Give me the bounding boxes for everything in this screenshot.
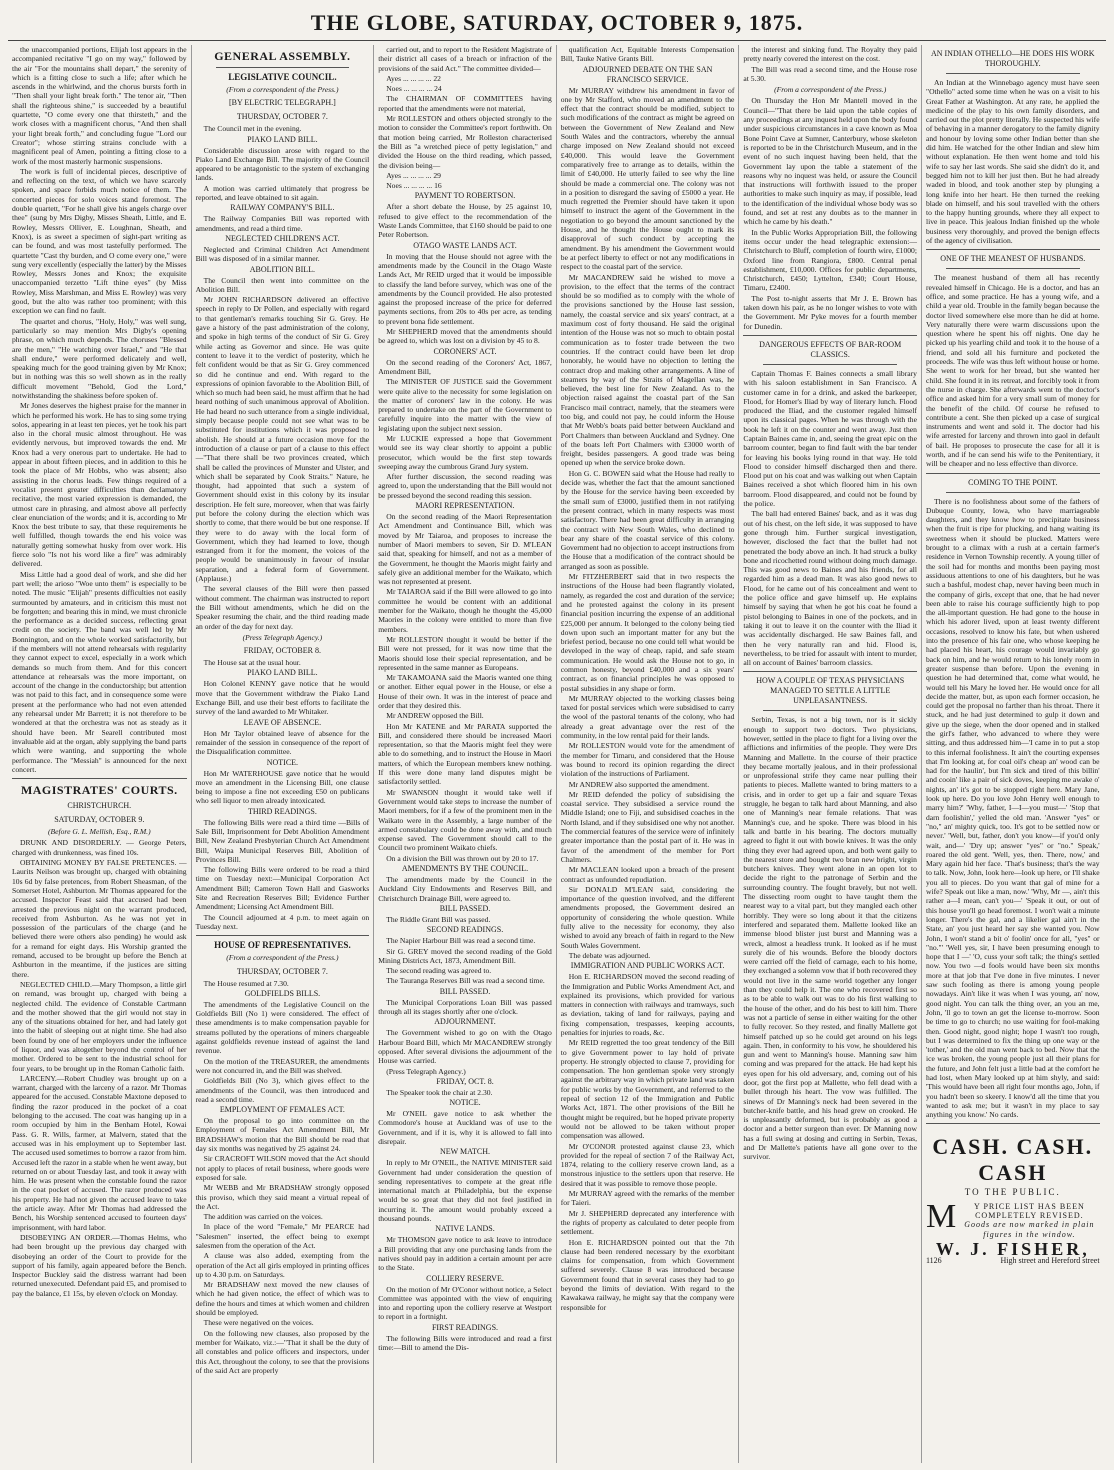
paragraph: The Railway Companies Bill was reported with amendments, and read a third time. (195, 214, 370, 233)
paragraph: The work is full of incidental pieces, descriptive of and reflecting on the text, of which we have scarcely spoken, and space forbids much notice of them. The concerted pieces for solo voices stand foremost. The double quartett, "For he shall give his angels charge over thee" (sung by Mrs Digby, Misses Sheath, Little, and E. Rowley, Messrs Olliver, E. Loughnan, Sheath, and Knox), is as sweet a specimen of sight-part writing as can be found, and was most tastefully performed. The quartette "Cast thy burden, and O come every one," were sung very excellently (especially the latter) by the Misses Rowley, Messrs Jones and Knox; the exquisite unaccompanied terzetto "Lift thine eyes" (by Miss Rowley, Miss Marshman, and Miss E. Rowley) was very good, but the alto was rather too prominent; with this exception we can find no fault. (12, 166, 187, 316)
paragraph: Mr O'CONOR protested against clause 23, which provided for the repeal of section 7 of the Railway Act, 1874, relating to the colliery reserve crown land, as a monstrous injustice to the settlers upon that reserve. He desired that it was possible to remove those people. (560, 1141, 735, 1188)
paragraph: FIRST READINGS. (431, 1322, 499, 1332)
paragraph: Mr TAIAROA said if the Bill were allowed to go into committee he would be content with an additional member for the Waikato, though he thought the 45,000 Maories in the colony were entitled to more than five members. (378, 587, 552, 634)
court-reports (12, 838, 187, 1298)
paragraph: GOLDFIELDS BILLS. (244, 988, 321, 998)
paragraph: OTAGO WASTE LANDS ACT. (413, 240, 517, 250)
paragraph: The Napier Harbour Bill was read a second time. (386, 936, 536, 946)
paragraph: A motion was carried ultimately that progress be reported, and leave obtained to sit again. (195, 183, 370, 203)
paragraph: Hon E. RICHARDSON moved the second reading of the Immigration and Public Works Amendment Act, and explained its provisions, which provided for various matters in connection with railways and tramways, such as deviation, taking of land for railways, paying and fixing compensation, trespasses, keeping accounts, penalties for injuries to roads, &c. (560, 972, 735, 1037)
texas-story (743, 715, 917, 1161)
paragraph: IMMIGRATION AND PUBLIC WORKS ACT. (570, 961, 725, 971)
paragraph: The MINISTER OF JUSTICE said the Government were quite alive to the necessity for some legislation on the matter of coroners' law in the colony. He was prepared to undertake on the part of the Government to carefully inquire into the matter with the view of legislating upon the subject next session. (378, 377, 552, 433)
divider (946, 268, 1080, 269)
paragraph: Mr REID defended the policy of subsidising the coastal service. They subsidised a service round the Middle Island; one to Fiji, and subsidised coaches in the North Island, and if they subsidised one why not another. The commercial features of the service were of infinitely greater importance than the postal part of it. He was in favor of the amendment of the member for Port Chalmers. (560, 789, 735, 864)
column-2 (191, 45, 374, 1463)
paragraph: Mr LUCKIE expressed a hope that Government would see its way clear shortly to appoint a public prosecutor, which would be the first step towards sweeping away the cumbrous Grand Jury system. (378, 433, 552, 471)
point-heading: COMING TO THE POINT. (968, 477, 1058, 487)
meanest-heading: ONE OF THE MEANEST OF HUSBANDS. (940, 254, 1086, 264)
paragraph: BILL PASSED. (439, 986, 491, 996)
paragraph: The Bill was read a second time, and the House rose at 5.30. (743, 64, 917, 83)
paragraph: PIAKO LAND BILL. (247, 668, 318, 678)
paragraph: There is no foolishness about some of the fathers of Dubuque County, Iowa, who have marriageable daughters, and they know how to precipitate business when the fruit is ripe for plucking, and hang waiting its sweetness when it should be plucked. Matters were brought to a climax with a rush at a certain farmer's residence in Vernon Township recently. A young tiller of the soil had for months and months been paying most assiduous attentions to one of his daughters, but he was such a bashful, modest chap, never having been much in the company of girls, except that one, that he had never been able to raise his courage sufficiently high to pop the all-important question. He had gone to the house in which his adorer lived, upon at least twenty different occasions, resolved to know his fate, but when ushered into the presence of his fair one, who whose keeping he had placed his heart, his courage would invariably go back on him, and he would return to his lonely room in greater suspense than before. Upon the evening in question he had determined that, come what would, he would tell his Mary he loved her. He would once for all decide the matter, but, as upon each former occasion, he could get the proposal no farther than his throat. There it stuck, and he had just determined to gulp it down and give up the siege, when the door opened and in stalked the girl's father, who advanced to where they were sitting, and thus addressed him—'I came in to put a stop to this infernal foolishness. It ain't the courting expenses that I'm looking at, for coal oil's cheap an' wood can be had for the haulin', but I'm sick and tired of this billin' and cooin' like a pair of sick doves, keeping me awake o' nights, an' it's got to be stopped right here. Mary Jane, look up here. Do you love John Henry well enough to marry him?' 'Why, father, I—I—you must—' 'Stop that darn foolishin',' yelled the old man. 'Answer "yes" or "no," an' mighty quick, too. It's got to be settled now or never.' 'Well, but, father, don't you know—if you'd only wait, and—' 'Dry up; answer "yes" or "no." Speak,' roared the old gent. 'Well, yes, then. There, now,' and Mary again hid her face. 'That's business; that's the way to talk. Now, John, look here—look up here, or I'll shake you all to pieces. Do you want that gal of mine for a wife? Speak out like a man, now.' 'Why, Mr —, ain't this rather a—I mean, can't you—' 'Speak it out, or out of this house you'll go head foremost. I won't wait a minute longer. There's the gal, and a likelier gal ain't in the State, an' you just heard her say she wanted you. Now John, I won't stand a bit o' foolin' once for all, "yes" or "no."' 'Well yes, sir, I have been presuming enough to hope that I —' 'O, cuss your soft talk; the thing's settled now. You two —d fools would have been six months more at that job that I've done in five minutes. I never saw such fooling as there is among young people nowadays. Ain't like it was when I was young, an' now, good night. You can talk the thing over, an you an me, John, 'll go to town an get the license to-morrow. Soon be time to go to church; no use waiting for fool-making then. Good night, good night; hope I wasn't too rough, but I was determined to fix the thing up one way or the 'tother,' and the old man went back to bed. Now that the ice was broken, the young people just all their plans for the future, and John felt just a little bad at the comfort he had lost, when Mary looked up at him shyly, and said: 'This would have been all right four months ago, John, if you hadn't been so skeery. I know'd all the time that you wanted to ask me; but it wasn't in my place to say anything you know.' No cards. (925, 496, 1100, 1120)
press-note: (From a correspondent of the Press.) (774, 85, 887, 95)
paragraph: The CHAIRMAN OF COMMITTEES having reported that the amendments were not material, (378, 94, 552, 113)
column-6 (921, 45, 1104, 1463)
paragraph: Mr ANDREW also supported the amendment. (568, 779, 710, 789)
paragraph: The several clauses of the Bill were then passed without comment. The chairman was instructed to report the Bill without amendments, which he did on the Speaker resuming the chair, and the third reading made an order of the day for next day. (195, 584, 370, 631)
paragraph: An Indian at the Winnebago agency must have seen "Othello" acted some time when he was on a visit to his Great Father at Washington. At any rate, he applied the medicine of the play to his own family disorders, and carried out the plot pretty literally. He suspected his wife of behaving in a manner derogatory to the family dignity and honour by loving some other Indian better than she did him. He watched for the other Indian and slew him without explanation. He then went home and told his wife to say her last words. She said she didn't do it, and begged him not to kill her just then. But he had already waded in blood, and took another step by plunging a long knife into her heart. He then turned the reeking blade on himself, and his soul travelled with the others to the happy hunting grounds, where they all expect to live in peace. This jealous Indian finished up the whole business very thoroughly, and proved the benign effects of the agency of civilisation. (925, 78, 1100, 246)
paragraph: Mr MACANDREW said he wished to move a provision, to the effect that the terms of the contract should be so modified as to comply with the whole of the provisions sanctioned by the House last session, namely, the coastal service and six years' contract, at a maximum cost of forty thousand. He said the original intention of the House was not so much to obtain postal communication as to foster trade between the two countries. If the contract could have been let drop honorably, he would have no objection to letting the contract drop and making other arrangements. A line of steamers by way of the Straits of Magellan was, he believed, the best line for New Zealand. As to the objection raised against the coastal part of the San Francisco mail contract, namely, that the steamers were too big, and could not pay, he could inform the House that Mr Webb's boats paid better between Auckland and Port Chalmers than between Auckland and Sydney. One of the boats left Port Chalmers with £3000 worth of freight, besides passengers. A good trade was being opened up when the service broke down. (560, 272, 735, 468)
paragraph: (Press Telegraph Agency.) (386, 1066, 466, 1076)
paragraph: Neglected and Criminal Children Act Amendment Bill was disposed of in a similar manner. (195, 244, 370, 264)
magistrates-heading: MAGISTRATES' COURTS. (20, 783, 178, 798)
paragraph: Mr SHEPHERD moved that the amendments should be agreed to, which was lost on a division by 45 to 8. (378, 327, 552, 346)
paragraph: CORONERS' ACT. (433, 346, 497, 356)
paragraph: In place of the word "Female," Mr PEARCE had "Salesmen" inserted, the effect being to exempt salesmen from the operation of the Act. (195, 1222, 370, 1250)
date-thursday: THURSDAY, OCTOBER 7. (236, 112, 328, 122)
paragraph: Hon Mr KATENE and Mr PARATA supported the Bill, and considered there should be increased Maori representation, so that the Maoris might feel they were able to do something, and to instruct the House in Maori matters, of which the European members knew nothing. If this were done many land disputes might be satisfactorily settled. (378, 721, 552, 787)
paragraph: Mr THOMSON gave notice to ask leave to introduce a Bill providing that any one purchasing lands from the natives should pay in addition a certain amount per acre to the State. (378, 1235, 552, 1273)
paragraph: Considerable discussion arose with regard to the Piako Land Exchange Bill. The majority of the Council appeared to be antagonistic to the system of exchanging lands. (195, 145, 370, 183)
divider (946, 492, 1080, 493)
divider (743, 335, 917, 336)
paragraph: Mr JOHN RICHARDSON delivered an effective speech in reply to Dr Pollen, and especially with regard to that gentleman's remarks touching Sir G. Grey. He gave a history of the past administration of the colony, and spoke in high terms of the conduct of Sir G. Grey while acting as Governor and since. He was quite content to leave it to the verdict of posterity, which he felt confident would be that as Sir G. Grey commenced so did he continue and end. With regard to the expressions of opinion favorable to the Abolition Bill, of which so much had been said, he must affirm that he had heard nothing of such unanimous approval of Abolition. He had heard no such utterance from a single individual, simply because people could not see what was to be substituted for institutions which it was proposed to abolish. He should at a future occasion move for the introduction of a clause or part of a clause to this effect—"That there shall be two provinces created, which shall be called the provinces of Munster and Ulster, and which shall be separated by Cook Straits." Nature, he thought, had appointed that such a system of Government should exist in this colony by its insular description. He felt sure, moreover, when that was fairly put before the colony during the election which was shortly to come, that there would be but one response. If they were to do away with the local form of Government, which they had learned to love, though estranged from it for the moment, the voices of the people would be unanimously in favour of insular separation, and a federal form of Government. (Applause.) (195, 295, 370, 584)
paragraph: Noes ... ... ... ... 24 (386, 84, 442, 94)
paragraph: In moving that the House should not agree with the amendments made by the Council in the Otago Waste Lands Act, Mr REID urged that it would be impossible to classify the land before survey, which was one of the amendments by the Council provided. He also protested against the proposed increase of the price for deferred payments sections, from 20s to 40s per acre, as tending to prevent bona fide settlement. (378, 251, 552, 326)
paragraph: Hon Mr Taylor obtained leave of absence for the remainder of the session in consequence of the report of the Disqualification committee. (195, 728, 370, 757)
paragraph: BILL PASSED. (439, 903, 491, 913)
divider (216, 67, 350, 68)
paragraph: On the second reading of the Maori Representation Act Amendment and Continuance Bill, which was moved by Mr Taiaroa, and proposes to increase the number of Maori members to seven, Sir D. M'LEAN said that, speaking for himself, and not as a member of the Government, he thought the Maoris might fairly and safely give an additional member for the Waikato, which was not represented at present. (378, 512, 552, 587)
paragraph: Ayes ... ... ... ... 22 (386, 73, 441, 83)
paragraph: On the motion of Mr O'Conor without notice, a Select Committee was appointed with the view of enquiring into and reporting upon the colliery reserve at Westport to report in a fortnight. (378, 1284, 552, 1322)
paragraph: COLLIERY RESERVE. (426, 1273, 504, 1283)
paragraph: On the following new clauses, also proposed by the member for Waikato, viz.:—"That it shall be the duty of all constables and police officers and inspectors, under this Act, throughout the colony, to see that the provisions of the said Act are properly (195, 1328, 370, 1375)
paragraph: Mr FITZHERBERT said that in two respects the instructions of the House had been flagrantly violated, namely, as regarded the cost and duration of the service; and he protested against the colony in its present financial position incurring the expense of an additional £25,000 per annum. It belonged to the colony being tied down upon such an important matter for any but the briefest period, because no one could tell what would be developed in the way of cheap, rapid, and safe steam communication. He would ask the House not to go, in common honesty, beyond £40,000 and a six years' contract, as on financial principles he was opposed to postal subsidies in any shape or form. (560, 572, 735, 693)
paragraph: ABOLITION BILL. (249, 264, 316, 274)
paragraph: The addition was carried on the voices. (203, 1212, 323, 1222)
paragraph: The meanest husband of them all has recently revealed himself in Chicago. He is a doctor, and has an office, and some practice. He has a young wife, and a child a year old. Trouble in the family began because the doctor lived somewhere else more than he did at home. Very naturally there were warm discussions upon the question where he spent his off nights. One day he picked up his yearling child and took it to the house of a friend, and sold all his furniture and pocketed the proceeds. The wife was thus left without house or home. She went to work for her bread, but she wanted her child. She found it in its retreat, and forcibly took it from the nurse in charge. She afterwards went to the doctor's office and asked him for a very small sum of money for the benefit of the child. Of course he refused to contribute a cent. She then picked up a case of surgical instruments and went and sold it. The doctor had his wife arrested for larceny and thrown into gaol in default of bail. He proposes to prosecute the case for all it is worth, and if he can send his wife to the Penitentiary, it will be cheaper and no less effective than divorce. (925, 273, 1100, 469)
paragraph: Sir CRACROFT WILSON moved that the Act should not apply to places of retail business, where goods were exposed for sale. (195, 1154, 370, 1182)
paragraph: qualification Act, Equitable Interests Compensation Bill, Tauke Native Grants Bill. (560, 45, 735, 64)
paragraph: The Council met in the evening. (203, 124, 302, 134)
paragraph: The following Bills were introduced and read a first time:—Bill to amend the Dis- (378, 1333, 552, 1353)
ad-line-2: Goods are now marked in plain figures in the window. (964, 1220, 1095, 1239)
house-proceedings (196, 979, 370, 1376)
paragraph: Hon G. C. BOWEN said what the House had really to decide was, whether the fact that the amount sanctioned by the House for the service having been exceeded by the small sum of £3000, justified them in not ratifying the present contract, which in many respects was most satisfactory. There had been great difficulty in arranging the contract with New South Wales, who declined to bear any share of the coastal service of this colony. Government had no objection to accept instructions from the House that a modification of the contract should be arranged as soon as possible. (560, 468, 735, 571)
divider (926, 249, 1100, 250)
paragraph: OBTAINING MONEY BY FALSE PRETENCES. —Laurits Neilson was brought up, charged with obtaining 10s 6d by false pretences, from Robert Sheasman, of the Somerset Hotel, Ashburton. Mr Thomas appeared for the accused. Inspector Feast said that accused had been arrested the previous night on the warrant produced, received from Ashburton. As he was not yet in possession of the particulars of the charge (and he believed there were others also pending) he would ask for a remand for eight days. His Worship granted the remand, accused to be brought up before the Bench at Ashburton in the meantime, if the justices are sitting there. (12, 858, 187, 979)
paragraph: Mr SWANSON thought it would take well if Government would take steps to increase the number of Maori members, for if a few of the prominent men in the Waikato were in the Assembly, a large number of the armed constabulary could be done away with, and much expense saved. The Government should call to the Council two prominent Waikato chiefs. (378, 787, 552, 853)
column-1 (8, 45, 191, 1463)
paragraph: The quartet and chorus, "Holy, Holy," was well sung, particularly so may mention Mrs Digby's opening phrase, on which much depends. The choruses "Blessed are the men," "He watching over Israel," and "He that shall endure," were performed delicately and well, speaking much for the good training given by Mr Knox; but in nothing was this so well shown as in the really difficult movement "Behold, God the Lord," notwithstanding the shakiness before spoken of. (12, 316, 187, 400)
paragraph: The House sat at the usual hour. (203, 658, 301, 668)
council-notes (743, 96, 917, 330)
paragraph: Goldfields Bill (No 3), which gives effect to the amendments of the Council, was then introduced and read a second time. (195, 1076, 370, 1104)
column-4 (556, 45, 739, 1463)
paragraph: Mr REID regretted the too great tendency of the Bill to give Government power to lay hold of private property. He strongly objected to clause 7, providing for compensation. The hon gentleman spoke very strongly against the arbitrary way in which private land was taken for public works by the Government, and referred to the repeal of section 12 of the Immigration and Public Works Act, 1871. The other provisions of the Bill he thought might be required, but he hoped private property would not be allowed to be taken without proper compensation was allowed. (560, 1038, 735, 1141)
paragraph: In reply to Mr O'NEIL, the NATIVE MINISTER said Government had under consideration the question of sending representatives to compete at the great rifle international match at Philadelphia, but the expense would be so great that they did not feel justified in incurring it. The amount would probably exceed a thousand pounds. (378, 1158, 552, 1224)
paragraph: The Post to-night asserts that Mr J. E. Brown has taken down his pair, as he no longer wishes to vote with the Government. Mr Pyke moves for a fourth member for Dunedin. (743, 293, 917, 331)
san-francisco-debate (561, 45, 735, 1312)
ad-line-1: Y PRICE LIST HAS BEEN COMPLETELY REVISED. (973, 1201, 1085, 1221)
divider (763, 364, 897, 365)
paragraph: The amendments of the Legislative Council on the Goldfields Bill (No 1) were considered. The effect of these amendments is to make compensation payable for streams polluted by the operations of miners chargeable against goldfields revenue instead of against the land revenue. (195, 999, 370, 1056)
divider (946, 73, 1080, 74)
paragraph: Hon Mr WATERHOUSE gave notice that he would move an amendment in the Licensing Bill, one clause being to impose a fine not exceeding £50 on publicans who sell liquor to men already intoxicated. (195, 768, 370, 806)
council-proceedings (196, 124, 370, 631)
paragraph: RAILWAY COMPANY'S BILL. (230, 203, 335, 213)
paragraph: LEAVE OF ABSENCE. (243, 717, 322, 727)
paragraph: Miss Little had a good deal of work, and she did her part well; the arioso "Woe unto them" is especially to be noted. The music "Elijah" presents difficulties not easily surmounted by amateurs, and in criticism this must not be forgotten; and bearing this in mind, we must chronicle the performance as a decided success, reflecting great credit on the society. The band was well led by Mr Bonnington, and on the whole worked satisfactorily, but if the members will not attend rehearsals with regularity they cannot expect to excel, especially in a work which demands so much from them. And for this concert attendance at rehearsals was the more important, on account of the change in the conductorship; but attention was not paid to this fact, and in consequence some were present at the performance who had not even attended any rehearsal under Mr Barrett; it is not therefore to be wondered at that the orchestra was not as steady as it should have been. Mr Searell contributed most invaluable aid at the organ, ably supplying the band parts which were wanting, and supporting the whole performance. The "Messiah" is announced for the next concert. (12, 569, 187, 774)
paragraph: Mr J. SHEPHERD deprecated any interference with the rights of property as calculated to deter people from settlement. (560, 1208, 735, 1237)
paragraph: On the proposal to go into committee on the Employment of Females Act Amendment Bill, Mr BRADSHAW's motion that the Bill should be read that day six months was negatived by 25 against 24. (195, 1116, 370, 1154)
paragraph: NEGLECTED CHILDREN'S ACT. (225, 233, 340, 243)
paragraph: NEW MATCH. (439, 1147, 491, 1157)
paragraph: DISOBEYING AN ORDER.—Thomas Helms, who had been brought up the previous day charged with disobeying an order of the Court to provide for the support of his family, again appeared before the Bench. Inspector Buckley said the distress warrant had been returned unexecuted. Defendant paid £5, and promised to pay the balance, £1 15s, by eleven o'clock on Monday. (12, 1232, 187, 1298)
paragraph: The Municipal Corporations Loan Bill was passed through all its stages shortly after one o'clock. (378, 997, 552, 1017)
paragraph: Ayes ... ... ... ... 29 (386, 170, 441, 180)
paragraph: On the second reading of the Coroners' Act, 1867, Amendment Bill, (378, 357, 552, 376)
paragraph: Mr MACLEAN looked upon a breach of the present contract as unfounded repudiation. (560, 865, 735, 884)
paragraph: The Council adjourned at 4 p.m. to meet again on Tuesday next. (195, 912, 370, 931)
paragraph: On the motion of the TREASURER, the amendments were not concurred in, and the Bill was shelved. (195, 1056, 370, 1075)
paragraph: PIAKO LAND BILL. (247, 134, 318, 144)
paragraph: Mr ROLLESTON would vote for the amendment of the member for Timaru, and considered that the House was bound to record its opinion regarding the direct violation of the instructions of Parliament. (560, 741, 735, 779)
paragraph: Mr MURRAY withdrew his amendment in favor of one by Mr Stafford, who moved an amendment to the effect that the contract should be modified, subject to such modifications of the contract as might be agreed on between the Government of New Zealand and New South Wales and the contractors, whereby the annual charge imposed on New Zealand should not exceed £40,000. This would leave the Government comparatively free to arrange as to details, within the limit of £40,000. He utterly failed to see why the line should be made a commercial one. The colony was not in a position to disregard the saving of £5000 a year. He much regretted the Premier should have taken it upon himself to instruct the agent of the Government in the negotiation to go beyond the amount sanctioned by the House, and he thought the House ought to mark its disapproval of such conduct by accepting the amendment. By his amendment the Government would be at perfect liberty to effect or not any modifications in respect to the coastal part of the service. (560, 85, 735, 272)
paragraph: The House resumed at 7.30. (203, 978, 289, 988)
paragraph: The amendments made by the Council in the Auckland City Endowments and Reserves Bill, and Christchurch Drainage Bill, were agreed to. (378, 875, 552, 903)
othello-heading: AN INDIAN OTHELLO—HE DOES HIS WORK THOROUGHLY. (930, 49, 1095, 68)
telegraph-note: [BY ELECTRIC TELEGRAPH.] (228, 98, 336, 108)
paragraph: The second reading was agreed to. (386, 966, 492, 976)
paragraph: The Government wished to go on with the Otago Harbour Board Bill, which Mr MACANDREW strongly opposed. After several divisions the adjournment of the House was carried. (378, 1028, 552, 1066)
paragraph: MAORI REPRESENTATION. (415, 501, 515, 511)
house-proceedings-continued (378, 45, 552, 1352)
column-5 (738, 45, 921, 1463)
othello-story (926, 78, 1100, 245)
paragraph: ADJOURNMENT. (434, 1017, 496, 1027)
paragraph: NATIVE LANDS. (435, 1224, 495, 1234)
ad-address: High street and Hereford street (1000, 1256, 1100, 1266)
paragraph: The Council then went into committee on the Abolition Bill. (195, 275, 370, 294)
paragraph: After further discussion, the second reading was agreed to, upon the understanding that the Bill would not be pressed beyond the second reading this session. (378, 472, 552, 500)
christchurch-subheading: CHRISTCHURCH. (67, 801, 132, 811)
paragraph: EMPLOYMENT OF FEMALES ACT. (219, 1105, 345, 1115)
columns (8, 45, 1106, 1463)
meanest-story (926, 273, 1100, 468)
masthead-title: THE GLOBE, SATURDAY, OCTOBER 9, 1875. (8, 6, 1106, 41)
paragraph: carried out, and to report to the Resident Magistrate of their district all cases of a breach or infraction of the provisions of the said Act." The committee divided— (378, 45, 552, 73)
dangerous-effects-heading: DANGEROUS EFFECTS OF BAR-ROOM CLASSICS. (759, 339, 902, 359)
paragraph: Mr ROLLESTON thought it would be better if the Bill were not pressed, for it was now time that the Maoris should lose their special representation, and be represented in the same manner as Europeans. (378, 634, 552, 672)
date-friday: FRIDAY, OCTOBER 8. (243, 646, 321, 656)
paragraph: The debate was adjourned. (568, 950, 651, 960)
paragraph: A clause was also added, exempting from the operation of the Act all girls employed in printing offices up to 4.30 p.m. on Saturdays. (195, 1251, 370, 1279)
elijah-review (12, 45, 187, 774)
ad-number: 1126 (925, 1256, 942, 1266)
ad-initial: M (925, 1201, 957, 1235)
fisher-advertisement (926, 1134, 1100, 1265)
paragraph: Mr BRADSHAW next moved the new clauses of which he had given notice, the effect of which was to define the hours and times at which women and children should be employed. (195, 1280, 370, 1318)
paragraph: Mr O'NEIL gave notice to ask whether the Commodore's house at Auckland was of use to the Government, and if it is, why it is allowed to fall into disrepair. (378, 1109, 552, 1146)
ad-subheading: TO THE PUBLIC. (964, 1187, 1061, 1198)
paragraph: The ball had entered Baines' back, and as it was dug out of his chest, on the left side, it was supposed to have gone through him. Further surgical investigation, however, disclosed the fact that the bullet had not penetrated the body above an inch. It had struck a bulky bone and ricochetted round without doing much damage. This was good news to Baines and his friends, for all regarded him as a dead man. It was also good news to Flood, for he came out of his concealment and went to the police office and gave himself up. He explains himself by saying that when he got his coat he found a pistol belonging to Baines in one of the pockets, and in taking it out to leave it on the counter with the Iliad it was accidentally discharged. He saw Baines fall, and then he very naturally ran and hid. Flood is, nevertheless, to be tried for assault with intent to murder, all on account of Baines' barroom classics. (743, 509, 917, 668)
court-date: SATURDAY, OCTOBER 9. (54, 815, 145, 825)
paragraph: NOTICE. (449, 1098, 481, 1108)
paragraph: Captain Thomas F. Baines connects a small library with his saloon establishment in San Francisco. A customer came in for a drink, and asked the barkeeper, Flood, for Homer's Iliad by way of literary lunch. Flood produced the Iliad, and the customer regaled himself upon its classical pages. When he was through with the book he left it on the counter and went away. Just then Captain Baines came in, and, seeing the great epic on the barroom counter, began to find fault with the bar tender for leaving his books lying round in that way. He told Flood to consider himself discharged then and there. Flood put on his coat and was walking out when Captain Baines received a shot which floored him in his own barroom. Flood disappeared, and could not be found by the police. (743, 368, 917, 509)
paragraph: Hon Colonel KENNY gave notice that he would move that the Government withdraw the Piako Land Exchange Bill, and use their best efforts to facilitate the survey of the land awarded to Mr Whitaker. (195, 679, 370, 717)
divider (12, 778, 187, 779)
court-before: (Before G. L. Mellish, Esq., R.M.) (47, 827, 151, 837)
paragraph: On a division the Bill was thrown out by 20 to 17. (386, 853, 539, 863)
paragraph: The Riddle Grant Bill was passed. (386, 914, 491, 924)
paragraph: Mr ROLLESTON and others objected strongly to the motion to consider the Committee's report forthwith. On that motion being carried, Mr Rolleston characterised the Bill as "a wretched piece of petty legislation," and divided the House on the third reading, which passed, the division being— (378, 114, 552, 170)
texas-heading: HOW A COUPLE OF TEXAS PHYSICIANS MANAGED TO SETTLE A LITTLE UNPLEASANTNESS. (756, 676, 905, 706)
house-heading: HOUSE OF REPRESENTATIVES. (214, 940, 351, 951)
paragraph: Sir DONALD M'LEAN said, considering the importance of the question involved, and the different amendments proposed, the Government desired an opportunity of considering the whole question. While fully alive to the necessity for economy, they also wished to avoid any breach of faith in regard to the New South Wales Government. (560, 884, 735, 950)
paragraph: Mr Jones deserves the highest praise for the manner in which he performed his work. He has to sing some trying solos, appearing in at least ten pieces, yet he took his part also in the choral music almost throughout. He was evidently nervous, but improved towards the end. Mr Knox had a very onerous part to undertake. He had to appear in about fifteen pieces, and in addition to this he took the place of Mr Hobbs, who was absent; also assisting in the chorus leads. Few things required of a vocalist present greater difficulties than declamatory recitative, the most varied expression is demanded, the utmost care in phrasing, and almost above all perfectly clear enunciation of the words; and it is, according to Mr Knox the best tribute to say, that these requirements he well fulfilled, though towards the end his voice was naturally getting somewhat husky from over work. His fierce solo "Is not his word like a fire" was admirably delivered. (12, 401, 187, 569)
paragraph: The Tauranga Reserves Bill was read a second time. (386, 976, 545, 986)
divider (743, 671, 917, 672)
house-date: THURSDAY, OCTOBER 7. (236, 966, 328, 976)
paragraph: The following Bills were ordered to be read a third time on Tuesday next:—Municipal Corporation Act Amendment Bill; Cameron Town Hall and Gasworks Site and Recreation Reserves Bill; Evidence Further Amendment; Licensing Act Amendment Bill. (195, 865, 370, 912)
paragraph: Mr MURRAY objected to the working classes being taxed for postal services which were subsidised to carry the wool of the pastoral tenants of the colony, who had already a great advantage over the rest of the community, in the low rental paid for their lands. (560, 693, 735, 741)
house-adjournment (743, 45, 917, 83)
paragraph: Mr ANDREW opposed the Bill. (386, 711, 484, 721)
paragraph: NOTICE. (266, 757, 299, 767)
house-correspondent-note: (From a correspondent of the Press.) (226, 953, 339, 963)
paragraph: Mr WEBB and Mr BRADSHAW strongly opposed this proviso, which they said meant a virtual repeal of the Act. (195, 1183, 370, 1211)
paragraph: After a short debate the House, by 25 against 10, refused to give effect to the recommendation of the Waste Lands Committee, that £160 should be paid to one Peter Robertson. (378, 202, 552, 240)
general-assembly-heading: GENERAL ASSEMBLY. (214, 49, 351, 63)
paragraph: Sir G. GREY moved the second reading of the Gold Mining Districts Act, 1873, Amendment Bill. (378, 946, 552, 965)
paragraph: Hon E. RICHARDSON pointed out that the 7th clause had been rendered necessary by the exorbitant claims for compensation, from which Government suffered severely. Clause 8 was introduced because Government found that in several cases they had to go beyond the limits of deviation. With regard to the Kawakawa railway, he might say that the company were responsible for (560, 1237, 735, 1312)
divider (926, 473, 1100, 474)
paragraph: Mr MURRAY agreed with the remarks of the member for Taieri. (560, 1189, 735, 1208)
paragraph: ADJOURNED DEBATE ON THE SAN FRANCISCO SERVICE. (582, 64, 713, 84)
paragraph: AMENDMENTS BY THE COUNCIL. (401, 864, 529, 874)
column-3 (373, 45, 556, 1463)
point-story (926, 497, 1100, 1120)
paragraph: These were negatived on the voices. (203, 1318, 314, 1328)
paragraph: the unaccompanied portions, Elijah lost appears in the accompanied recitative "I go on my way," followed by the air "For the mountains shall depart," the serenity of which is a fitting close to such a life; after which he ascends in the whirlwind, and the chorus bursts forth in "Then shall your light break forth." The tenor air, "Then shall the righteous shine," is succeeded by a beautiful quartette, "O come every one that thirsteth," and the work closes with a magnificent chorus, "And then shall your light break forth," and concluding fugue "Lord our Creator"; whose stirring strains conclude with a magnificent peal of Amen, pointing a fitting close to a work of the most masterly harmonic suspensions. (12, 45, 187, 166)
paragraph: Serbin, Texas, is not a big town, nor is it sickly enough to support two doctors. Two physicians, however, settled in the place to fight for a living over the afflictions and infirmities of the people. They were Drs Manning and Mallette. In the course of their practice they became mortally jealous, and in their professional or unprofessional strife they came near pulling their patients to pieces. Mallette wanted to bring matters to a crisis, and in order to get up a fair and square Texas struggle, he began to talk hard about Manning, and also one of Manning's near female relations. That was Manning's cue, and he spoke. There was blood in his talk and battle in his bearing. The doctors mutually agreed to fight it out with bowie knives. It was the only thing they ever had agreed upon, and both went gaily to the nearest store and bought two bran new bright, virgin butchers knives. They went alone in an open lot to decide the right to the patronage of Serbin and the surrounding country. The fought bravely, but not well. The dissecting room ought to have taught them the nearest way to a vital part, but they mangled each other horribly. They were so long about it that the citizens interfered and separated them. Mallette looked like an immense blood blister just burst and Manning was a wreck, almost a headless trunk. It looked as if he must surely die of his wounds. Before the bloody doctors were carried off the field of carnage, each to his home, they exchanged a solemn vow that if both recovered they would not live in the same world together any longer than they could help it. The one who recovered first so as to be able to walk out was to do his first walking to the house of the other, and do his best to kill him. There was not a particle of sense in either waiting for the other to fully recover. So they rested, and finally Mallette got himself patched up so he could get around on his legs again. Then, in conformity to his vow, he shouldered his gun and went to Manning's house. Manning saw him coming and was prepared for the attack. He had kept his eyes open for his old adversary, and, coming out of his door, got the first pop at Mallette, who fell dead with a bullet through his heart. The vow was fulfilled. The sinews of Dr Manning's neck had been severed in the butcher-knife battle, and his head grew on crooked. He is unpleasantly deformed, but is probably as good a doctor and a better surgeon than ever. Dr Manning now has a full swing at dosing and cutting in Serbin, Texas, and Dr Mallette's patients have all gone over to the survivor. (743, 715, 917, 1162)
divider (196, 935, 370, 936)
council-proceedings-friday (196, 658, 370, 931)
paragraph: SECOND READINGS. (426, 925, 504, 935)
paragraph: The Speaker took the chair at 2.30. (386, 1087, 493, 1097)
ad-headline: CASH. CASH. CASH (932, 1134, 1094, 1186)
paragraph: The following Bills were read a third time —Bills of Sale Bill, Imprisonment for Debt Abolition Amendment Bill, New Zealand Presbyterian Church Act Amendment Bill, Waipa Municipal Reserves Bill, Abolition of Provinces Bill. (195, 817, 370, 864)
paragraph: In the Public Works Appropriation Bill, the following items occur under the head telegraphic extension:—Christchurch to Bluff, completion of fourth wire, £1000; Oxford line from Rangiora, £800. Central penal establishment, £10,000. Offices for public departments, Christchurch, £450; Lyttelton, £340; Court House, Timaru, £2400. (743, 227, 917, 293)
paragraph: LARCENY.—Robert Chudley was brought up on a warrant, charged with the larceny of a razor. Mr Thomas appeared for the accused. Constable Maxtone deposed to finding the razor produced in the pocket of a coat belonging to the accused. The coat was hanging up in a room occupied by him in the Benham Hotel, Kowai Pass. G. R. Wills, farmer, at Malvern, stated that the accused was in his employment up to September last. The accused used sometimes to borrow a razor from him. Accused left the razor in a stable when he went away, but returned on or about Tuesday last, and took it away with him. He was present when the constable found the razor in the coat pocket of accused. The razor produced was his property. He had not given the accused leave to take the article away. After Mr Thomas had addressed the Bench, his Worship sentenced accused to fourteen days' imprisonment, with hard labor. (12, 1073, 187, 1232)
divider (763, 710, 897, 711)
correspondent-note: (From a correspondent of the Press.) (226, 85, 339, 94)
legislative-council-heading: LEGISLATIVE COUNCIL. (228, 72, 337, 82)
paragraph: NEGLECTED CHILD.—Mary Thompson, a little girl on remand, was brought up, charged with being a neglected child. The evidence of Constable Cartmann and the mother showed that the girl would not stay in any of the situations obtained for her, and had lately got into the habit of sleeping out at night time. She had also been found by one of her employers under the influence of liquor, and was altogether beyond the control of her mother. Ordered to be sent to the industrial school for four years, to be brought up in the Roman Catholic faith. (12, 979, 187, 1073)
paragraph: PAYMENT TO ROBERTSON. (414, 191, 516, 201)
paragraph: DRUNK AND DISORDERLY. — George Peters, charged with drunkenness, was fined 10s. (12, 838, 187, 857)
paragraph: Mr TAKAMOANA said the Maoris wanted one thing or another. Either equal power in the House, or else a House of their own. It was in the interest of peace and order that they desired this. (378, 673, 552, 710)
dangerous-effects-story (743, 369, 917, 668)
paragraph: the interest and sinking fund. The Royalty they paid pretty nearly covered the interest on the cost. (743, 45, 917, 64)
paragraph: Noes ... ... ... ... 16 (386, 181, 442, 191)
paragraph: FRIDAY, OCT. 8. (436, 1076, 494, 1086)
press-telegraph-note: (Press Telegraph Agency.) (242, 632, 323, 642)
ad-merchant-name: W. J. FISHER, (935, 1238, 1090, 1259)
divider (926, 1123, 1100, 1124)
paragraph: THIRD READINGS. (247, 806, 317, 816)
paragraph: On Thursday the Hon Mr Mantell moved in the Council—"That there be laid upon the table copies of any proceedings at any inquest held upon the body found under suspicious circumstances in a cave known as Moa Bone Point Cave at Sumner, Canterbury, whose skeleton is reported to be in the Christchurch Museum, and in the event of no such inquest having been held, that the Government lay upon the table a statement of the reasons why no inquest was held, or assure the Council that instructions will forthwith issued to the proper authorities to make such inquiry as may, if possible, lead to the identification of the individual whose body was so found, and set at rest any doubts as to the manner in which he came by his death." (743, 96, 917, 227)
